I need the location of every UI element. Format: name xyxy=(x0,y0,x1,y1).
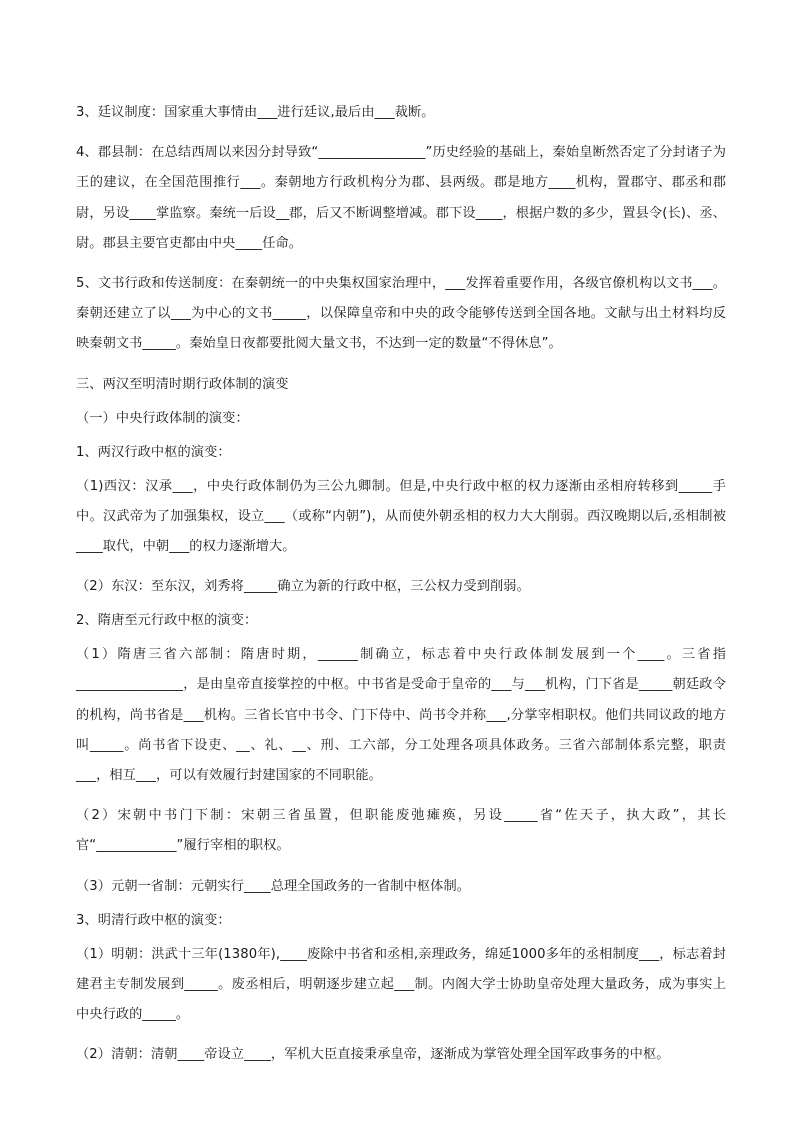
court-deliberation-paragraph: 3、廷议制度：国家重大事情由___进行廷议,最后由___裁断。 xyxy=(76,105,435,120)
western-han-paragraph: （1)西汉：汉承___，中央行政体制仍为三公九卿制。但是,中央行政中枢的权力逐渐由丞相府转移到_____手中。汉武帝为了加强集权，设立___（或称“内朝”)，从而使外朝丞相的权力大大削弱。西汉晚期以后,丞相制被____取代，中朝___的权力逐渐增大。 xyxy=(76,478,726,555)
eastern-han-paragraph: （2）东汉：至东汉，刘秀将_____确立为新的行政中枢，三公权力受到削弱。 xyxy=(76,579,530,595)
subsection-heading: （一）中央行政体制的演变： xyxy=(76,410,249,426)
ming-paragraph: （1）明朝：洪武十三年(1380年),____废除中书省和丞相,亲理政务，绵延1000多年的丞相制度___，标志着封建君主专制发展到_____。废丞相后，明朝逐步建立起___制。内阁大学士协助皇帝处理大量政务，成为事实上中央行政的_____。 xyxy=(76,946,726,1023)
sui-tang-yuan-heading: 2、隋唐至元行政中枢的演变： xyxy=(76,613,258,629)
section-heading: 三、两汉至明清时期行政体制的演变 xyxy=(76,376,289,392)
document-body xyxy=(76,98,726,1074)
han-heading: 1、两汉行政中枢的演变： xyxy=(76,444,231,460)
song-paragraph: （2）宋朝中书门下制：宋朝三省虽置，但职能废弛瘫痪，另设_____省“佐天子，执大政”，其长官“____________”履行宰相的职权。 xyxy=(76,808,726,854)
ming-qing-heading: 3、明清行政中枢的演变： xyxy=(76,912,231,928)
three-departments-paragraph: （1）隋唐三省六部制：隋唐时期，______制确立，标志着中央行政体制发展到一个____。三省指________________，是由皇帝直接掌控的中枢。中书省是受命于皇帝的___与___机构，门下省是_____朝廷政令的机构，尚书省是___机构。三省长官中书令、门下侍中、尚书令并称___,分掌宰相职权。他们共同议政的地方叫_____。尚书省下设吏、__、礼、__、刑、工六部，分工处理各项具体政务。三省六部制体系完整，职责___，相互___，可以有效履行封建国家的不同职能。 xyxy=(76,647,726,784)
commandery-county-paragraph: 4、郡县制：在总结西周以来因分封导致“________________”历史经验的基础上，秦始皇断然否定了分封诸子为王的建议，在全国范围推行___。秦朝地方行政机构分为郡、县两级。郡是地方____机构，置郡守、郡丞和郡尉，另设____掌监察。秦统一后设__郡，后又不断调整增减。郡下设____，根据户数的多少，置县令(长)、丞、尉。郡县主要官吏都由中央____任命。 xyxy=(76,145,726,251)
qing-paragraph: （2）清朝：清朝____帝设立____，军机大臣直接秉承皇帝，逐渐成为掌管处理全国军政事务的中枢。 xyxy=(76,1047,670,1063)
yuan-paragraph: （3）元朝一省制：元朝实行____总理全国政务的一省制中枢体制。 xyxy=(76,878,471,894)
document-administration-paragraph: 5、文书行政和传送制度：在秦朝统一的中央集权国家治理中，___发挥着重要作用，各级官僚机构以文书___。秦朝还建立了以___为中心的文书_____，以保障皇帝和中央的政令能够传送到全国各地。文献与出土材料均反映秦朝文书_____。秦始皇日夜都要批阅大量文书，不达到一定的数量“不得休息”。 xyxy=(76,276,726,352)
